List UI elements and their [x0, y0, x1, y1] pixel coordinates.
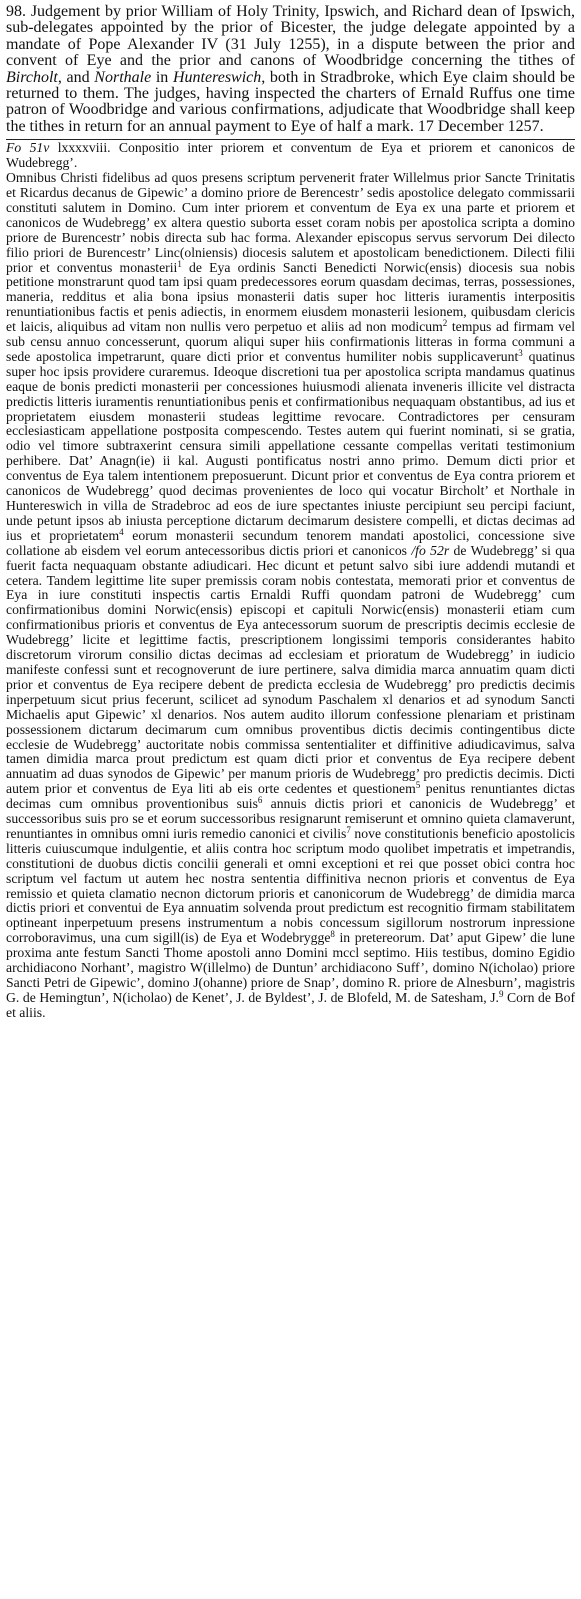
- footnote-marker: 1: [177, 258, 182, 269]
- folio-reference: /fo 52r: [411, 542, 450, 558]
- charter-number: 98.: [6, 3, 26, 20]
- latin-segment: de Wudebregg’ si qua fuerit facta nequaquam obstante adiudicari. Hec dicunt et petunt salvo sibi iure addendi mutandi et cetera. Tandem legittime lite super premissis coram nobis contestata, memorati prior et conventus de Eya in iure constituti inspectis cartis Ernaldi Ruffi quondam patroni de Wudebregg’ cum confirmationibus domini Norwic(ensis) episcopi et capituli Norwic(ensis) monasterii etiam cum confirmationibus prioris et conventus de Eya antecessorum suorum de prescriptis decimis ecclesie de Wudebregg’ licite et legittime factis, prescriptionem longissimi temporis considerantes habito discretorum virorum consilio dictas decimas ad ecclesiam et prioratum de Wudebregg’ in iudicio manifeste confessi sunt et recognoverunt de iure pertinere, salva dimidia marca annuatim quam dicti prior et conventus de Eya recipere debent de predicta ecclesia de Wudebregg’ pro predictis decimis inperpetuum sicut prius fecerunt, scilicet ad synodum Paschalem xl denarios et ad synodum Sancti Michaelis aput Gipewic’ xl denarios. Nos autem audito illorum confessione plenariam et pristinam possessionem dictarum decimarum cum omnibus proventibus dictis decimis contingentibus dicte ecclesie de Wudebregg’ auctoritate nobis commissa sententialiter et diffinitive adiudicavimus, salva tamen dimidia marca prout predictum est quam dicti prior et conventus de Eya recipere debent annuatim ad duas synodos de Gipewic’ per manum prioris de Wudebregg’ pro predictis decimis. Dicti autem prior et conventus de Eya liti ab eis orte cedentes et questionem: [6, 542, 575, 797]
- latin-segment: quatinus super hoc ipsis providere curaremus. Ideoque discretioni tua per apostolica scripta mandamus quatinus eaque de bonis predicti monasterii per concessiones huiusmodi alienata inveneris illicite vel distracta predictis litteris iuramentis renuntiationibus penis et confirmationibus nequaquam obstantibus, ad ius et proprietatem eiusdem monasterii studeas legittime revocare. Contradictores per censuram ecclesiasticam appellatione postposita compescendo. Testes autem qui fuerint nominati, si se gratia, odio vel timore subtraxerint censura simili appellatione cessante compellas veritati testimonium perhibere. Dat’ Anagn(ie) ii kal. Augusti pontificatus nostri anno primo. Demum dicti prior et conventus de Eya talem intentionem preposuerunt. Dicunt prior et conventus de Eya contra priorem et canonicos de Wudebregg’ quod decimas provenientes de loco qui vocatur Bircholt’ et Northale in Huntereswich in villa de Stradebroc ad eos de iure spectantes iniuste percipiunt seu percipi faciunt, unde petunt ipsos ab iniusta perceptione dictarum decimarum desistere compelli, et dictas decimas ad ius et proprietatem: [6, 348, 575, 543]
- place-name: Bircholt: [6, 68, 58, 86]
- footnote-marker: 2: [442, 318, 448, 329]
- place-name: Huntereswich: [172, 68, 262, 86]
- place-name: Northale: [94, 68, 152, 86]
- footnote-marker: 5: [415, 780, 421, 791]
- summary-text: , and: [57, 68, 95, 86]
- footnote-marker: 7: [346, 824, 351, 835]
- footnote-marker: 4: [119, 526, 124, 537]
- charter-summary: [6, 4, 575, 135]
- summary-text: in: [151, 68, 173, 86]
- charter-heading: [6, 141, 575, 171]
- latin-segment: penitus renuntiantes dictas decimas cum omnibus proventionibus suis: [6, 781, 575, 812]
- latin-segment: nove constitutionis beneficio apostolicis litteris cuiuscumque indulgentie, et aliis contra hoc scriptum modo quolibet impetratis et impetrandis, constitutioni de duobus dictis concilii generali et omni exceptioni et rei que posset obici contra hoc scriptum vel factum ut autem hec nostra sententia diffinitiva necnon prioris et conventus de Eya remissio et quieta clamatio necnon dictorum prioris et canonicorum de Wudebregg’ de dimidia marca dictis priori et conventui de Eya annuatim solvenda prout predictum est recognitio firmam stabilitatem optineant inperpetuum presens instrumentum a nobis concessum sigillorum nostrorum inpressione corroboravimus, una cum sigill(is) de Eya et Wodebrygge: [6, 825, 575, 946]
- latin-segment: Omnibus Christi fidelibus ad quos presens scriptum pervenerit frater Willelmus prior Sancte Trinitatis et Ricardus decanus de Gipewic’ a domino priore de Berencestr’ sedis apostolice delegato commissarii constituti salutem in Domino. Cum inter priorem et conventum de Eya ex una parte et priorem et canonicos de Wudebregg’ ex altera questio suborta esset coram nobis per apostolica scripta a domino priore de Burencestr’ nobis directa sub hac forma. Alexander episcopus servus servorum Dei dilecto filio priori de Burencestr’ Linc(olniensis) diocesis salutem et apostolicam benedictionem. Dilecti filii prior et conventus monasterii: [6, 170, 575, 275]
- latin-segment: tempus ad firmam vel sub censu annuo concesserunt, quorum aliqui super hiis confirmationis litteras in forma communi a sede apostolica impetrarunt, quare dicti prior et conventus humiliter nobis supplicaverunt: [6, 319, 575, 364]
- folio-reference: Fo 51v: [6, 140, 50, 156]
- latin-segment: annuis dictis priori et canonicis de Wudebregg’ et successoribus suis pro se et eorum successoribus resignarunt remiserunt et omnino quieta clamaverunt, renuntiantes in omnibus omni iuris remedio canonici et civilis: [6, 796, 575, 841]
- latin-segment: Corn de Bof et aliis.: [6, 989, 576, 1020]
- latin-segment: in pretereorum. Dat’ aput Gipew’ die lune proxima ante festum Sancti Thome apostoli anno Domini mccl septimo. Hiis testibus, domino Egidio archidiacono Norhant’, magistro W(illelmo) de Duntun’ archidiacono Suff’, domino N(icholao) priore Sancti Petri de Gipewic’, domino J(ohanne) priore de Snap’, domino R. priore de Alnesburn’, magistris G. de Hemingtun’, N(icholao) de Kenet’, J. de Byldest’, J. de Blofeld, M. de Satesham, J.: [6, 930, 576, 1005]
- heading-text: lxxxxviii. Conpositio inter priorem et conventum de Eya et priorem et canonicos de Wudebregg’.: [6, 140, 575, 171]
- latin-segment: eorum monasterii secundum tenorem mandati apostolici, concessione sive collatione ab eisdem vel eorum antecessoribus dictis priori et canonicos: [6, 527, 575, 558]
- footnote-marker: 8: [330, 929, 335, 940]
- latin-text: [6, 171, 575, 1021]
- summary-text: , both in Stradbroke, which Eye claim should be returned to them. The judges, having inspected the charters of Ernald Ruffus one time patron of Woodbridge and various confirmations, adjudicate that Woodbridge shall keep the tithes in return for an annual payment to Eye of half a mark. 17 December 1257.: [6, 68, 576, 135]
- footnote-marker: 9: [498, 988, 504, 999]
- summary-text: Judgement by prior William of Holy Trinity, Ipswich, and Richard dean of Ipswich, sub-delegates appointed by the prior of Bicester, the judge delegate appointed by a mandate of Pope Alexander IV (31 July 1255), in a dispute between the prior and convent of Eye and the prior and canons of Woodbridge concerning the tithes of: [6, 3, 576, 70]
- footnote-marker: 3: [518, 347, 523, 358]
- latin-segment: de Eya ordinis Sancti Benedicti Norwic(ensis) diocesis sua nobis petitione monstrarunt quod tam ipsi quam predecessores eorum quasdam decimas, terras, possessiones, maneria, redditus et alia bona ipsius monasterii datis super hoc litteris iuramentis interpositis renuntiationibus factis et penis adiectis, in enormem eiusdem monasterii lesionem, quibusdam clericis et laicis, aliquibus ad vitam non nullis vero perpetuo et aliis ad non modicum: [6, 259, 575, 335]
- footnote-marker: 6: [257, 795, 263, 806]
